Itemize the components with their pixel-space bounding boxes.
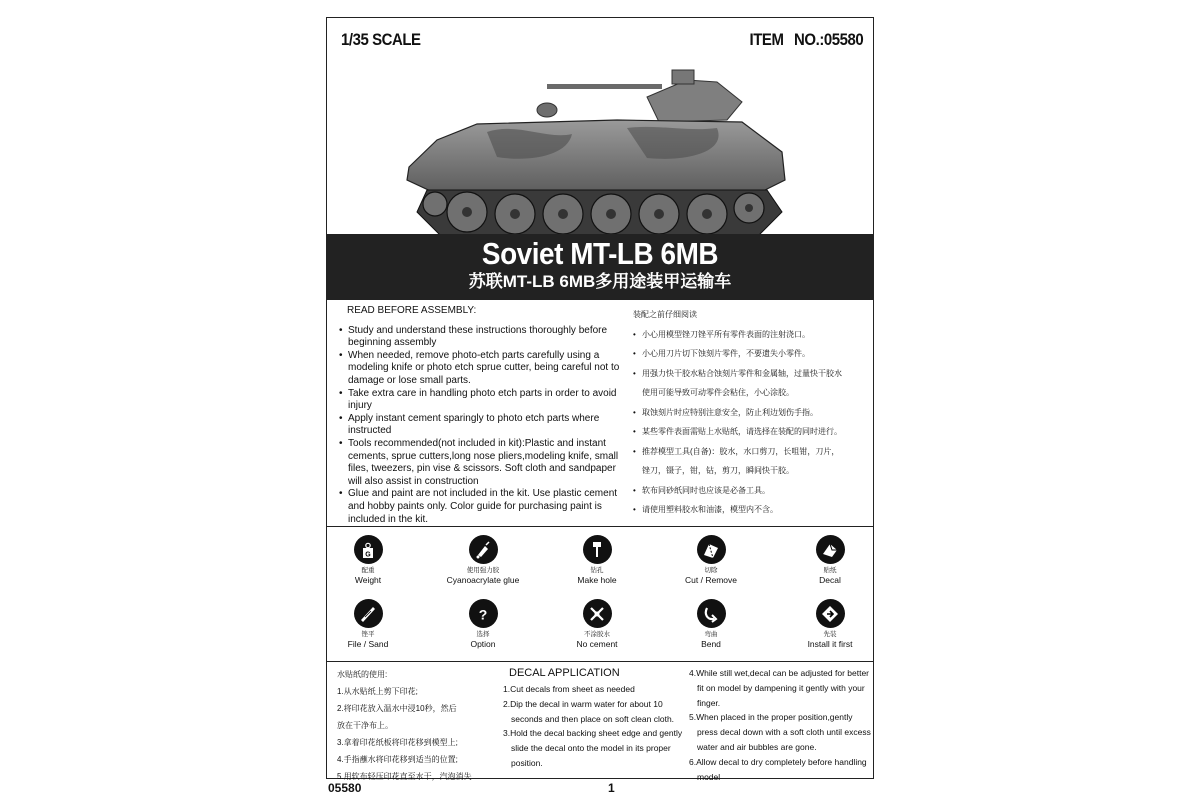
list-item: 5.When placed in the proper position,gently press decal down with a soft cloth until excess water and air bubbles are gone.	[689, 712, 871, 752]
symbol-legend	[327, 526, 873, 662]
list-item: 4.While still wet,decal can be adjusted for better fit on model by dampening it gently with your finger.	[689, 668, 870, 708]
file-sand-icon	[354, 599, 383, 628]
read-chinese	[633, 305, 869, 520]
legend-label-cn: 锉平	[361, 631, 375, 638]
list-item: 1.从水贴纸上剪下印花;	[337, 687, 418, 696]
legend-label-cn: 切除	[704, 567, 718, 574]
list-item: 2.将印花放入温水中浸10秒，然后	[337, 704, 457, 713]
cyanoacrylate-glue-icon	[469, 535, 498, 564]
legend-label-cn: 先装	[823, 631, 837, 638]
legend-item-weight	[313, 535, 423, 585]
read-heading-cn: 装配之前仔细阅读	[633, 310, 697, 319]
legend-item-option	[428, 599, 538, 649]
legend-label-en: Weight	[354, 575, 382, 585]
decal-english-steps-4-6	[689, 666, 871, 784]
decal-heading-en: DECAL APPLICATION	[509, 667, 620, 679]
legend-label-en: Cut / Remove	[685, 575, 737, 585]
legend-item-decal	[775, 535, 885, 585]
list-item: 使用可能导致可动零件会粘住，小心涂胶。	[642, 388, 794, 397]
bend-icon	[697, 599, 726, 628]
legend-label-en: No cement	[576, 639, 618, 649]
list-item: • 推荐模型工具(自备)：胶水，水口剪刀，长咀钳，刀片，	[633, 442, 869, 462]
list-item: 1.Cut decals from sheet as needed	[503, 684, 635, 694]
legend-label-cn: 弯曲	[704, 631, 718, 638]
list-item: • 某些零件表面需贴上水贴纸，请选择在装配的同时进行。	[633, 422, 869, 442]
legend-label-cn: 不涂胶水	[584, 631, 610, 638]
make-hole-icon	[583, 535, 612, 564]
decal-chinese	[337, 666, 502, 785]
item-number	[749, 30, 863, 50]
read-heading-en: READ BEFORE ASSEMBLY:	[347, 305, 477, 316]
tank-illustration	[397, 62, 797, 242]
list-item: • Glue and paint are not included in the kit. Use plastic cement and hobby paints only. Color guide for purchasing paint is included in the kit.	[339, 488, 629, 526]
option-icon	[469, 599, 498, 628]
list-item: • 小心用刀片切下蚀刻片零件，不要遗失小零件。	[633, 344, 869, 364]
read-english	[339, 305, 629, 526]
svg-text:?: ?	[478, 606, 488, 622]
svg-text:G: G	[365, 551, 371, 558]
legend-label-en: Make hole	[577, 575, 617, 585]
list-item: • 请使用塑料胶水和油漆，模型内不含。	[633, 500, 869, 520]
legend-label-cn: 配重	[361, 567, 375, 574]
list-item: 3.拿着印花纸板将印花移到模型上;	[337, 738, 458, 747]
list-item: • Tools recommended(not included in kit):Plastic and instant cements, sprue cutters,long nose pliers,modeling knife, small files, tweezers, pin vise & scissors. Soft cloth and sandpaper will also assist in construction	[339, 438, 629, 488]
legend-item-file-sand	[313, 599, 423, 649]
list-item: • Study and understand these instructions thoroughly before beginning assembly	[339, 325, 629, 350]
legend-label-en: Cyanoacrylate glue	[446, 575, 520, 585]
list-item: • 小心用模型锉刀锉平所有零件表面的注射浇口。	[633, 325, 869, 345]
legend-item-bend	[656, 599, 766, 649]
item-no: NO.:05580	[793, 30, 863, 49]
title-band	[327, 234, 873, 300]
title-english: Soviet MT-LB 6MB	[481, 236, 719, 271]
page-number: 1	[608, 781, 615, 795]
decal-heading-cn: 水贴纸的使用:	[337, 670, 388, 679]
scale-label: 1/35 SCALE	[341, 30, 421, 49]
instruction-sheet	[326, 17, 874, 782]
legend-label-en: Bend	[701, 639, 721, 649]
list-item: 2.Dip the decal in warm water for about 10 seconds and then place on soft clean cloth.	[503, 698, 675, 724]
decal-icon	[816, 535, 845, 564]
legend-item-make-hole	[542, 535, 652, 585]
legend-item-cyanoacrylate-glue	[428, 535, 538, 585]
list-item: 3.Hold the decal backing sheet edge and gently slide the decal onto the model in its proper position.	[503, 728, 683, 768]
legend-item-install-first	[775, 599, 885, 649]
legend-label-cn: 钻孔	[590, 567, 604, 574]
list-item: 5.用软布轻压印花直至水干，汽泡消失	[337, 772, 472, 781]
list-item: • Apply instant cement sparingly to photo etch parts where instructed	[339, 413, 629, 438]
list-item: 4.手指蘸水将印花移到适当的位置;	[337, 755, 458, 764]
legend-item-cut-remove	[656, 535, 766, 585]
weight-icon	[354, 535, 383, 564]
list-item: • 软布同砂纸同时也应该是必备工具。	[633, 481, 869, 501]
cut-remove-icon	[697, 535, 726, 564]
legend-label-en: Option	[470, 639, 496, 649]
footer-item-number: 05580	[328, 781, 362, 795]
legend-label-cn: 贴纸	[823, 567, 837, 574]
decal-english-steps-1-3	[503, 666, 688, 771]
title-chinese: 苏联MT-LB 6MB多用途装甲运输车	[468, 272, 732, 291]
legend-label-en: Install it first	[807, 639, 853, 649]
list-item: • 取蚀刻片时应特别注意安全，防止利边划伤手指。	[633, 403, 869, 423]
read-before-assembly	[327, 300, 873, 526]
no-cement-icon	[583, 599, 612, 628]
list-item: 放在干净布上。	[337, 721, 393, 730]
list-item: 锉刀，镊子，钳，钻，剪刀，瞬间快干胶。	[642, 466, 794, 475]
list-item: • 用强力快干胶水粘合蚀刻片零件和金属轴，过量快干胶水	[633, 364, 869, 384]
read-list-cn	[633, 325, 869, 520]
legend-label-cn: 选择	[476, 631, 490, 638]
item-label: ITEM	[749, 30, 784, 49]
list-item: • Take extra care in handling photo etch parts in order to avoid injury	[339, 388, 629, 413]
install-first-icon	[816, 599, 845, 628]
legend-item-no-cement	[542, 599, 652, 649]
read-list-en	[339, 325, 629, 527]
list-item: 6.Allow decal to dry completely before handling model	[689, 756, 867, 782]
decal-application	[327, 660, 873, 782]
legend-label-cn: 使用强力胶	[466, 567, 500, 574]
legend-label-en: File / Sand	[347, 639, 389, 649]
legend-label-en: Decal	[819, 575, 841, 585]
list-item: • When needed, remove photo-etch parts carefully using a modeling knife or photo etch sprue cutter, being careful not to damage or lose small parts.	[339, 350, 629, 388]
